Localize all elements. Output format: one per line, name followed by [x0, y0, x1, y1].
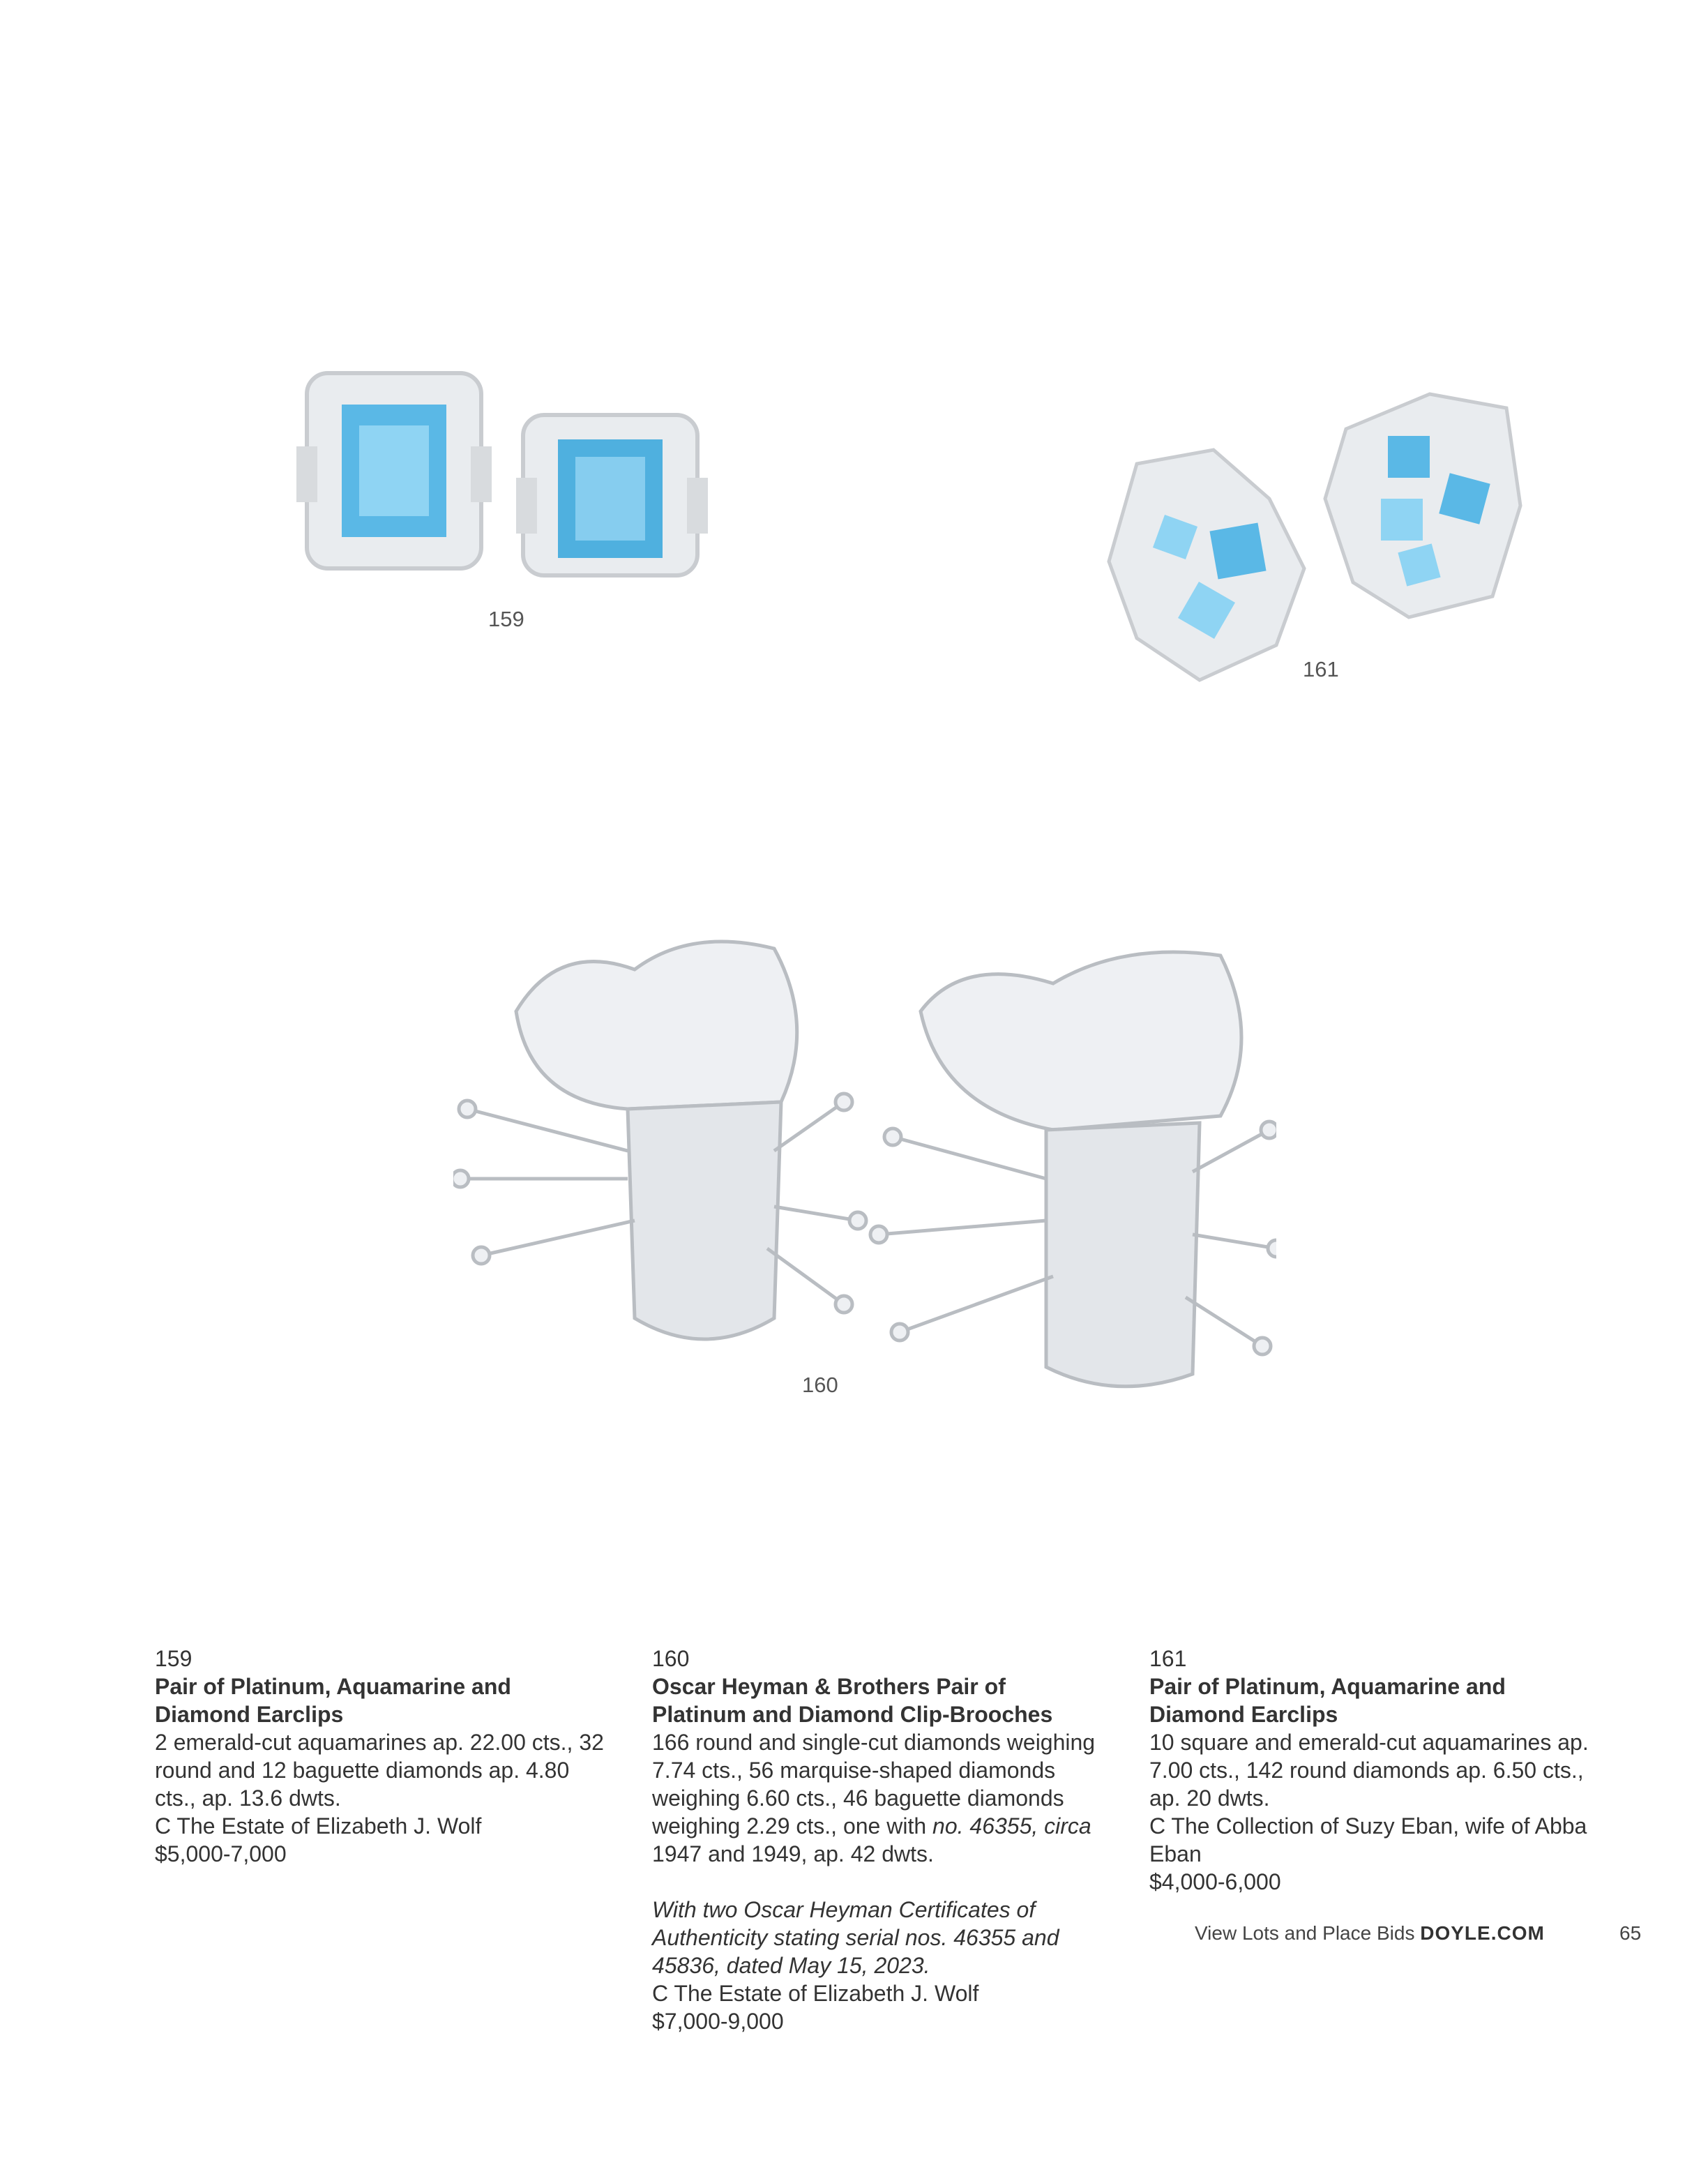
- lot-161-photo: [1095, 380, 1527, 687]
- lot-161-description: [1149, 1645, 1603, 1896]
- lot-159-photo-label: 159: [488, 607, 524, 631]
- lot-certificate-note: With two Oscar Heyman Certificates of Authenticity stating serial nos. 46355 and 45836, dated May 15, 2023.: [652, 1897, 1059, 1978]
- lot-details: 166 round and single-cut diamonds weighing 7.74 cts., 56 marquise-shaped diamonds weighing 6.60 cts., 46 baguette diamonds weighing 2.29 cts., one with no. 46355, circa 1947 and 1949, ap. 42 dwts.: [652, 1730, 1096, 1866]
- lot-estimate: $5,000-7,000: [155, 1841, 287, 1866]
- brooch-right: [870, 952, 1276, 1387]
- lot-number: 159: [155, 1646, 192, 1671]
- cluster-left: [1109, 450, 1304, 680]
- lot-160-photo-label: 160: [802, 1373, 838, 1397]
- cluster-right: [1325, 394, 1520, 617]
- lot-consignor: C The Collection of Suzy Eban, wife of Abba Eban: [1149, 1813, 1587, 1866]
- brooch-left: [453, 942, 866, 1339]
- lot-160-photo: [453, 928, 1276, 1402]
- lot-161-photo-label: 161: [1303, 657, 1339, 681]
- lot-details: 10 square and emerald-cut aquamarines ap. 7.00 cts., 142 round diamonds ap. 6.50 cts., ap. 20 dwts.: [1149, 1730, 1589, 1811]
- lot-title: Pair of Platinum, Aquamarine and Diamond Earclips: [1149, 1674, 1506, 1727]
- lot-title: Pair of Platinum, Aquamarine and Diamond Earclips: [155, 1674, 511, 1727]
- lot-title: Oscar Heyman & Brothers Pair of Platinum and Diamond Clip-Brooches: [652, 1674, 1053, 1727]
- lot-159-photo: [293, 359, 718, 589]
- page-number: 65: [1619, 1922, 1642, 1944]
- earclip-left: [296, 373, 492, 568]
- earclip-right: [516, 415, 708, 575]
- lot-number: 161: [1149, 1646, 1187, 1671]
- lot-estimate: $7,000-9,000: [652, 2009, 784, 2034]
- lot-160-description: [652, 1645, 1105, 2035]
- lot-details: 2 emerald-cut aquamarines ap. 22.00 cts., 32 round and 12 baguette diamonds ap. 4.80 cts., ap. 13.6 dwts.: [155, 1730, 604, 1811]
- doyle-link[interactable]: DOYLE.COM: [1420, 1922, 1545, 1944]
- lot-estimate: $4,000-6,000: [1149, 1869, 1281, 1894]
- footer-text: View Lots and Place Bids: [1195, 1922, 1415, 1944]
- footer: [1195, 1922, 1545, 1945]
- lot-number: 160: [652, 1646, 690, 1671]
- lot-consignor: C The Estate of Elizabeth J. Wolf: [652, 1981, 979, 2006]
- lot-consignor: C The Estate of Elizabeth J. Wolf: [155, 1813, 482, 1839]
- lot-159-description: [155, 1645, 608, 1868]
